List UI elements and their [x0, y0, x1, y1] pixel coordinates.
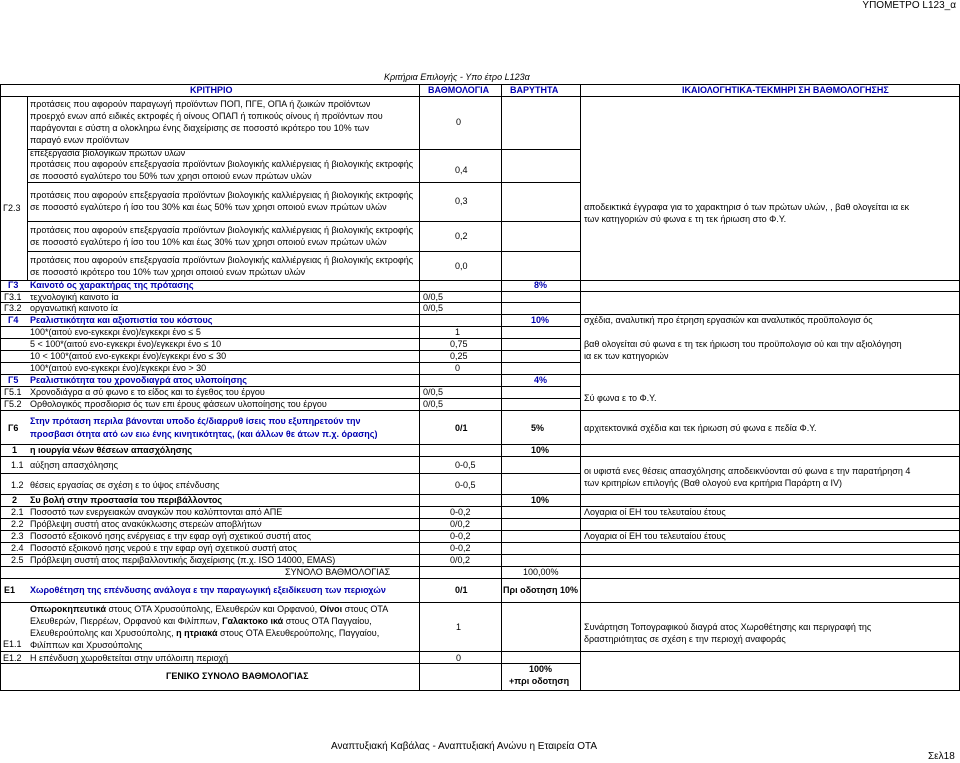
col-header-documents: ΙΚΑΙΟΛΟΓΗΤΙΚΑ-ΤΕΚΜΗΡΙ ΣΗ ΒΑΘΜΟΛΟΓΗΣΗΣ — [682, 85, 889, 95]
grid-line — [27, 251, 580, 252]
row-code: 2.1 — [11, 507, 24, 517]
row-doc: των κριτηρίων επιλογής (Βαθ ολογού ενα κριτήρια Παράρτη α IV) — [584, 478, 843, 488]
row-text — [30, 604, 388, 615]
grid-line — [0, 651, 960, 652]
row-code: Γ4 — [8, 315, 19, 325]
row-doc: δραστηριότητας σε σχέση ε την περιοχή αναφοράς — [584, 634, 786, 644]
footer: Αναπτυξιακή Καβάλας - Αναπτυξιακή Ανώνυ η Εταιρεία ΟΤΑ — [331, 741, 598, 752]
row-text: 100*(αιτού ενο-εγκεκρι ένο)/εγκεκρι ένο > 30 — [30, 363, 207, 373]
row-text: Ποσοστό των ενεργειακών αναγκών που καλύπτονται από ΑΠΕ — [30, 507, 283, 517]
row-score: 1 — [456, 622, 462, 632]
row-code: 2.3 — [11, 531, 24, 541]
row-score: 0 — [456, 653, 462, 663]
row-text: προτάσεις που αφορούν επεξεργασία προϊόντων βιολογικής καλλιέργειας ή βιολογικής εκτροφής — [30, 255, 414, 265]
section-weight: Πρι οδοτηση 10% — [503, 585, 578, 595]
row-doc: Συνάρτηση Τοπογραφικού διαγρά ατος Χωροθέτησης και περιγραφή της — [584, 622, 872, 632]
row-score: 0-0,2 — [450, 507, 471, 517]
document-header: ΥΠΟΜΕΤΡΟ L123_α — [862, 0, 956, 11]
row-text: προτάσεις που αφορούν παραγωγή προϊόντων ΠΟΠ, ΠΓΕ, ΟΠΑ ή ζωικών προϊόντων — [30, 99, 371, 109]
row-doc: οι υφιστά ενες θέσεις απασχόλησης αποδεικνύονται σύ φωνα ε την παρατήρηση 4 — [584, 466, 911, 476]
row-score: 0,75 — [450, 339, 468, 349]
row-text: επεξεργασία βιολογικών πρώτων υλών — [30, 148, 186, 158]
row-doc: σχέδια, αναλυτική προ έτρηση εργασιών και αναλυτικός προϋπολογισ ός — [584, 315, 873, 325]
row-text: Ποσοστό εξοικονό ησης ενέργειας ε την εφαρ ογή σχετικού συστή ατος — [30, 531, 311, 541]
row-text: Η επένδυση χωροθετείται στην υπόλοιπη περιοχή — [30, 653, 229, 663]
grid-line — [419, 84, 420, 690]
grid-line — [0, 84, 960, 85]
row-code: 2 — [12, 495, 18, 505]
row-score: 0/1 — [455, 585, 468, 595]
row-text: προτάσεις που αφορούν επεξεργασία προϊόντων βιολογικής καλλιέργειας ή βιολογικής εκτροφής — [30, 159, 414, 169]
text-run: στους ΟΤΑ — [342, 604, 389, 614]
section-label: Χωροθέτηση της επένδυσης ανάλογα ε την παραγωγική εξειδίκευση των περιοχών — [30, 585, 386, 595]
row-score: 0,4 — [455, 165, 468, 175]
table-title: Κριτήρια Επιλογής - Υπο έτρο L123α — [384, 72, 530, 82]
section-weight: 10% — [531, 315, 550, 325]
row-score: 1 — [455, 327, 461, 337]
grand-total-label: ΓΕΝΙΚΟ ΣΥΝΟΛΟ ΒΑΘΜΟΛΟΓΙΑΣ — [166, 671, 309, 681]
row-code: Γ6 — [8, 423, 19, 433]
row-text: προτάσεις που αφορούν επεξεργασία προϊόντων βιολογικής καλλιέργειας ή βιολογικής εκτροφής — [30, 190, 414, 200]
section-label: προσβασι ότητα ατό ων ειω ένης κινητικότητας, (και άλλων θε άτων π.χ. όρασης) — [30, 429, 378, 439]
section-label: Ρεαλιστικότητα του χρονοδιαγρά ατος υλοποίησης — [30, 375, 247, 385]
row-text: τεχνολογική καινοτο ία — [30, 292, 119, 302]
row-score: 0 — [455, 363, 461, 373]
row-score: 0/0,5 — [423, 387, 444, 397]
grid-line — [0, 602, 960, 603]
row-code: Γ5.2 — [4, 399, 22, 409]
row-text: παραγό ενων προϊόντων — [30, 135, 129, 145]
row-code: 2.5 — [11, 555, 24, 565]
row-text: θέσεις εργασίας σε σχέση ε το ύψος επένδυσης — [30, 480, 220, 490]
row-text: οργανωτική καινοτο ία — [30, 303, 118, 313]
row-text: Φιλίππων και Χρυσούπολης — [30, 640, 143, 650]
row-code: Γ5.1 — [4, 387, 22, 397]
row-code: Ε1.2 — [3, 653, 22, 663]
row-score: 0/0,5 — [423, 303, 444, 313]
col-header-weight: ΒΑΡΥΤΗΤΑ — [510, 85, 559, 95]
grid-line — [0, 291, 960, 292]
row-code: Γ3 — [8, 280, 19, 290]
row-code: 1 — [12, 445, 18, 455]
grid-line — [580, 84, 581, 690]
row-score: 0-0,5 — [455, 460, 476, 470]
row-text: σε ποσοστό ικρότερο του 10% των χρησι οποιού ενων πρώτων υλών — [30, 267, 306, 277]
row-doc: των κατηγοριών σύ φωνα ε τη τεκ ήριωση στο Φ.Υ. — [584, 214, 787, 224]
row-text: παράγονται ε σύστη α ολοκληρω ένης διαχείρισης σε ποσοστό ικρότερο του 10% των — [30, 123, 370, 133]
row-text: σε ποσοστό εγαλύτερο ή ίσο του 10% και έως 30% των χρησι οποιού ενων πρώτων υλών — [30, 237, 387, 247]
row-code: 1.2 — [11, 480, 24, 490]
row-code: 1.1 — [11, 460, 24, 470]
page-number: Σελ18 — [928, 751, 955, 762]
col-header-score: ΒΑΘΜΟΛΟΓΙΑ — [428, 85, 490, 95]
row-code: Γ5 — [8, 375, 19, 385]
grid-line — [0, 84, 1, 690]
grid-line — [0, 578, 960, 579]
total-label: ΣΥΝΟΛΟ ΒΑΘΜΟΛΟΓΙΑΣ — [285, 567, 391, 577]
grid-line — [0, 96, 960, 97]
row-code: 2.2 — [11, 519, 24, 529]
section-label: η ιουργία νέων θέσεων απασχόλησης — [30, 445, 193, 455]
row-text: Πρόβλεψη συστή ατος ανακύκλωσης στερεών αποβλήτων — [30, 519, 262, 529]
grid-line — [27, 182, 580, 183]
row-text: Ποσοστό εξοικονό ησης νερού ε την εφαρ ογή σχετικού συστή ατος — [30, 543, 297, 553]
row-doc: βαθ ολογείται σύ φωνα ε τη τεκ ήριωση του προϋπολογισ ού και την αξιολόγηση — [584, 339, 902, 349]
row-text: προτάσεις που αφορούν επεξεργασία προϊόντων βιολογικής καλλιέργειας ή βιολογικής εκτροφής — [30, 225, 414, 235]
row-score: 0/0,5 — [423, 292, 444, 302]
section-label: Συ βολή στην προστασία του περιβάλλοντος — [30, 495, 223, 505]
row-score: 0/0,2 — [450, 555, 471, 565]
row-text: σε ποσοστό εγαλύτερο του 50% των χρησι οποιού ενων πρώτων υλών — [30, 171, 312, 181]
emphasis: Γαλακτοκο ικά — [222, 616, 284, 626]
section-weight: 4% — [534, 375, 548, 385]
grid-line — [0, 473, 580, 474]
grid-line — [0, 456, 960, 457]
row-score: 0/1 — [455, 423, 468, 433]
text-run: Ελευθερούπολης και Χρυσούπολης, — [30, 628, 177, 638]
row-score: 0-0,2 — [450, 531, 471, 541]
section-weight: 8% — [534, 280, 548, 290]
row-text: 10 < 100*(αιτού ενο-εγκεκρι ένο)/εγκεκρι ένο ≤ 30 — [30, 351, 227, 361]
section-weight: 5% — [531, 423, 545, 433]
row-code: Ε1.1 — [3, 639, 22, 649]
row-text: σε ποσοστό εγαλύτερο ή ίσο του 30% και έως 50% των χρησι οποιού ενων πρώτων υλών — [30, 202, 387, 212]
row-score: 0/0,2 — [450, 519, 471, 529]
row-doc: Λογαρια οί ΕΗ του τελευταίου έτους — [584, 507, 726, 517]
section-weight: 10% — [531, 445, 550, 455]
grid-line — [0, 566, 960, 567]
grid-line — [27, 221, 580, 222]
row-code: Ε1 — [4, 585, 16, 595]
row-score: 0,0 — [455, 261, 468, 271]
row-text — [30, 616, 372, 627]
section-weight: 10% — [531, 495, 550, 505]
row-doc: Λογαρια οί ΕΗ του τελευταίου έτους — [584, 531, 726, 541]
section-label: Καινοτό ος χαρακτήρας της πρότασης — [30, 280, 194, 290]
text-run: Ελευθερών, Πιερρέων, Ορφανού και Φιλίππων, — [30, 616, 223, 626]
row-text: αύξηση απασχόλησης — [30, 460, 118, 470]
row-score: 0-0,5 — [455, 480, 476, 490]
emphasis: Οπωροκηπευτικά — [30, 604, 106, 614]
row-code: 2.4 — [11, 543, 24, 553]
row-text: Ορθολογικός προσδιορισ ός των επι έρους φάσεων υλοποίησης του έργου — [30, 399, 327, 409]
text-run: στους ΟΤΑ Χρυσούπολης, Ελευθερών και Ορφανού, — [106, 604, 320, 614]
section-label: Στην πρόταση περιλα βάνονται υποδο ές/διαρρυθ ίσεις που εξυπηρετούν την — [30, 416, 361, 426]
grand-total-note: +πρι οδοτηση — [509, 676, 570, 686]
row-code: Γ2.3 — [3, 203, 21, 213]
emphasis: Οίνοι — [319, 604, 343, 614]
row-text — [30, 628, 379, 639]
row-score: 0,2 — [455, 231, 468, 241]
section-label: Ρεαλιστικότητα και αξιοπιστία του κόστους — [30, 315, 213, 325]
row-text: 100*(αιτού ενο-εγκεκρι ένο)/εγκεκρι ένο ≤ 5 — [30, 327, 201, 337]
col-header-criterion: ΚΡΙΤΗΡΙΟ — [190, 85, 233, 95]
grid-line — [0, 690, 960, 691]
row-doc: αρχιτεκτονικά σχέδια και τεκ ήριωση σύ φωνα ε πεδία Φ.Υ. — [584, 423, 817, 433]
row-code: Γ3.1 — [4, 292, 22, 302]
row-text: Χρονοδιάγρα α σύ φωνο ε το είδος και το έγεθος του έργου — [30, 387, 265, 397]
row-doc: Σύ φωνα ε το Φ.Υ. — [584, 393, 657, 403]
grid-line — [27, 96, 28, 280]
row-score: 0-0,2 — [450, 543, 471, 553]
row-doc: ια εκ των κατηγοριών — [584, 351, 669, 361]
grand-total-value: 100% — [529, 664, 553, 674]
text-run: στους ΟΤΑ Παγγαίου, — [283, 616, 372, 626]
row-code: Γ3.2 — [4, 303, 22, 313]
row-score: 0/0,5 — [423, 399, 444, 409]
row-doc: αποδεικτικά έγγραφα για το χαρακτηρισ ό των πρώτων υλών, , βαθ ολογείται ια εκ — [584, 202, 910, 212]
text-run: στους ΟΤΑ Ελευθερούπολης, Παγγαίου, — [217, 628, 380, 638]
row-score: 0,3 — [455, 196, 468, 206]
row-text: προερχό ενων από ειδικές εκτροφές ή οίνους ΟΠΑΠ ή τοπικούς οίνους ή προϊόντων που — [30, 111, 383, 121]
row-score: 0 — [456, 117, 462, 127]
emphasis: η ητριακά — [176, 628, 218, 638]
row-text: 5 < 100*(αιτού ενο-εγκεκρι ένο)/εγκεκρι ένο ≤ 10 — [30, 339, 222, 349]
grid-line — [501, 84, 502, 690]
row-text: Πρόβλεψη συστή ατος περιβαλλοντικής διαχείρισης (π.χ. ISO 14000, EMAS) — [30, 555, 336, 565]
total-value: 100,00% — [523, 567, 559, 577]
grid-line — [0, 410, 960, 411]
row-score: 0,25 — [450, 351, 468, 361]
